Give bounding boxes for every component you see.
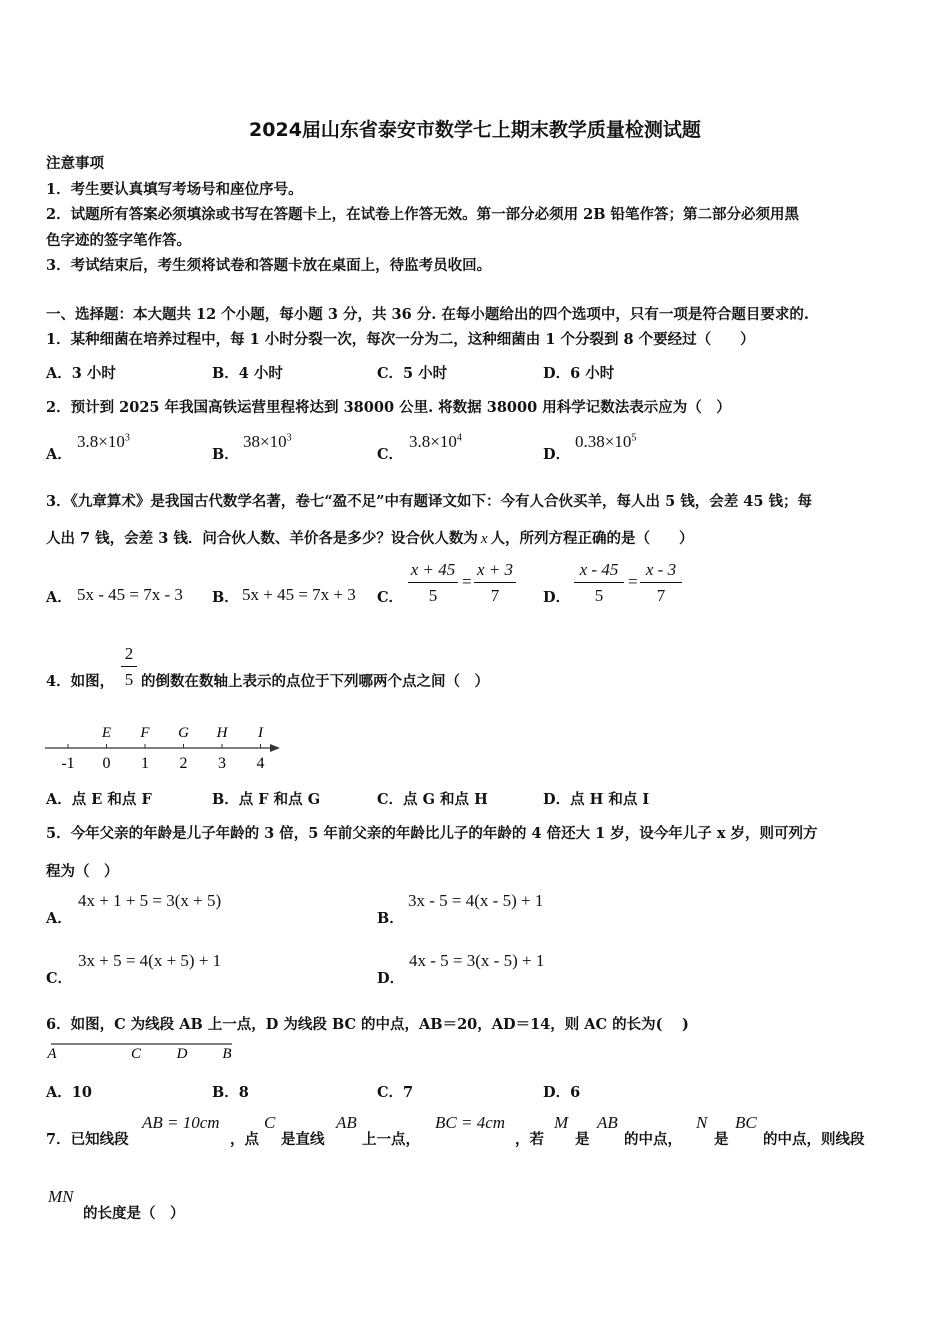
- q1-option-b: B．4 小时: [212, 365, 283, 382]
- q3-option-d-label: D．: [543, 589, 571, 606]
- number-line-tick-label: 2: [179, 755, 188, 772]
- q7-math-ab-length: AB = 10cm: [142, 1113, 220, 1132]
- q7-math-bc: BC: [735, 1113, 757, 1132]
- q3-option-d-fraction-left: $\frac{x - 45}{5}$: [574, 560, 624, 606]
- q4-option-c: C．点 G 和点 H: [377, 791, 488, 808]
- q3-option-a-label: A．: [46, 589, 72, 606]
- q4-option-a: A．点 E 和点 F: [46, 791, 152, 808]
- q7-math-bc-length: BC = 4cm: [435, 1113, 506, 1132]
- q7-text-7: 的中点，: [624, 1131, 682, 1148]
- q4-fraction: $\frac{2}{5}$: [121, 644, 137, 690]
- segment-point-label: B: [222, 1046, 232, 1062]
- q3-stem-line1: 3．《九章算术》是我国古代数学名著，卷七“盈不足”中有题译文如下：今有人合伙买羊，每人出 5 钱，会差 45 钱；每: [46, 493, 812, 510]
- q2-option-c-label: C．: [377, 446, 404, 463]
- q5-option-d-label: D．: [377, 970, 405, 987]
- q3-option-b-label: B．: [212, 589, 239, 606]
- q3-option-c-equals: =: [462, 572, 472, 591]
- q5-option-c-math: 3x + 5 = 4(x + 5) + 1: [78, 951, 222, 970]
- notice-item-2-cont: 色字迹的签字笔作答。: [46, 232, 191, 249]
- number-line-tick-label: 4: [256, 755, 265, 772]
- q6-stem: 6．如图，C 为线段 AB 上一点，D 为线段 BC 的中点，AB＝20，AD＝14，则 AC 的长为( ): [46, 1016, 689, 1033]
- q4-number-line: [40, 718, 290, 774]
- q7-text-8: 是: [714, 1131, 729, 1148]
- q2-option-a-label: A．: [46, 446, 72, 463]
- q7-math-ab: AB: [336, 1113, 357, 1132]
- q2-option-b-label: B．: [212, 446, 239, 463]
- q4-stem-prefix: 4．如图，: [46, 673, 115, 690]
- number-line-tick-label: -1: [61, 755, 75, 772]
- q6-option-a: A．10: [46, 1084, 92, 1101]
- q5-stem-line2: 程为（ ）: [46, 863, 119, 880]
- q6-option-d: D．6: [543, 1084, 581, 1101]
- q5-option-d-math: 4x - 5 = 3(x - 5) + 1: [409, 951, 545, 970]
- q6-option-c: C．7: [377, 1084, 414, 1101]
- q7-text-1: 7．已知线段: [46, 1131, 129, 1148]
- q1-stem: 1．某种细菌在培养过程中，每 1 小时分裂一次，每次一分为二，这种细菌由 1 个分裂到 8 个要经过（ ）: [46, 331, 755, 348]
- q7-math-mn: MN: [48, 1187, 74, 1206]
- q5-stem-line1: 5．今年父亲的年龄是儿子年龄的 3 倍，5 年前父亲的年龄比儿子的年龄的 4 倍还大 1 岁，设今年儿子 x 岁，则可列方: [46, 825, 818, 842]
- page-title: 2024届山东省泰安市数学七上期末教学质量检测试题: [249, 119, 701, 141]
- segment-point-label: C: [130, 1046, 142, 1062]
- q7-text-10: 的长度是（ ）: [83, 1205, 185, 1222]
- q3-option-c-label: C．: [377, 589, 404, 606]
- q1-option-d: D．6 小时: [543, 365, 615, 382]
- q1-option-a: A．3 小时: [46, 365, 116, 382]
- notice-item-1: 1．考生要认真填写考场号和座位序号。: [46, 181, 303, 198]
- segment-point-label: A: [47, 1046, 57, 1062]
- q7-math-n: N: [696, 1113, 708, 1132]
- q7-math-ab-2: AB: [597, 1113, 618, 1132]
- q4-option-b: B．点 F 和点 G: [212, 791, 321, 808]
- q2-option-d-math: $0.38\times 10^5$: [575, 432, 637, 451]
- number-line-point-label: I: [258, 725, 263, 741]
- number-line-point-label: G: [178, 725, 189, 741]
- number-line-point-label: H: [216, 725, 228, 741]
- q4-option-d: D．点 H 和点 I: [543, 791, 650, 808]
- q3-option-c-fraction-left: $\frac{x + 45}{5}$: [408, 560, 458, 606]
- q3-stem-line2: 人出 7 钱，会差 3 钱．问合伙人数、羊价各是多少？设合伙人数为 x 人，所列方程正确的是（ ）: [46, 530, 694, 547]
- q3-option-a-math: 5x - 45 = 7x - 3: [77, 585, 183, 604]
- q5-option-a-math: 4x + 1 + 5 = 3(x + 5): [78, 891, 222, 910]
- q5-option-b-label: B．: [377, 910, 404, 927]
- q7-text-2: ，点: [230, 1131, 259, 1148]
- q7-text-4: 上一点，: [362, 1131, 420, 1148]
- q3-option-c-fraction-right: $\frac{x + 3}{7}$: [474, 560, 516, 606]
- q1-option-c: C．5 小时: [377, 365, 448, 382]
- q2-option-d-label: D．: [543, 446, 571, 463]
- notice-item-3: 3．考试结束后，考生须将试卷和答题卡放在桌面上，待监考员收回。: [46, 257, 492, 274]
- q7-text-6: 是: [575, 1131, 590, 1148]
- number-line-point-label: E: [101, 725, 112, 741]
- q3-option-d-fraction-right: $\frac{x - 3}{7}$: [640, 560, 682, 606]
- q6-option-b: B．8: [212, 1084, 249, 1101]
- q2-option-a-math: $3.8\times 10^3$: [77, 432, 130, 451]
- q5-option-c-label: C．: [46, 970, 73, 987]
- q6-segment-figure: [44, 1038, 244, 1066]
- q3-option-d-equals: =: [628, 572, 638, 591]
- notice-heading: 注意事项: [46, 155, 104, 172]
- number-line-tick-label: 0: [102, 755, 111, 772]
- q7-text-9: 的中点，则线段: [763, 1131, 865, 1148]
- q5-option-a-label: A．: [46, 910, 72, 927]
- segment-point-label: D: [176, 1046, 188, 1062]
- q2-stem: 2．预计到 2025 年我国高铁运营里程将达到 38000 公里. 将数据 38000 用科学记数法表示应为（ ）: [46, 399, 731, 416]
- q7-math-m: M: [554, 1113, 569, 1132]
- q2-option-c-math: $3.8\times 10^4$: [409, 432, 462, 451]
- q7-text-3: 是直线: [281, 1131, 325, 1148]
- number-line-tick-label: 1: [141, 755, 149, 772]
- number-line-point-label: F: [140, 725, 150, 741]
- q4-stem-suffix: 的倒数在数轴上表示的点位于下列哪两个点之间（ ）: [141, 673, 489, 690]
- number-line-tick-label: 3: [218, 755, 226, 772]
- q3-option-b-math: 5x + 45 = 7x + 3: [242, 585, 356, 604]
- q7-text-5: ，若: [515, 1131, 544, 1148]
- notice-item-2: 2．试题所有答案必须填涂或书写在答题卡上，在试卷上作答无效。第一部分必须用 2B 铅笔作答；第二部分必须用黑: [46, 206, 800, 223]
- section-heading: 一、选择题：本大题共 12 个小题，每小题 3 分，共 36 分. 在每小题给出的四个选项中，只有一项是符合题目要求的.: [46, 306, 809, 323]
- q2-option-b-math: $38\times 10^3$: [243, 432, 292, 451]
- q5-option-b-math: 3x - 5 = 4(x - 5) + 1: [408, 891, 544, 910]
- q7-math-c: C: [264, 1113, 276, 1132]
